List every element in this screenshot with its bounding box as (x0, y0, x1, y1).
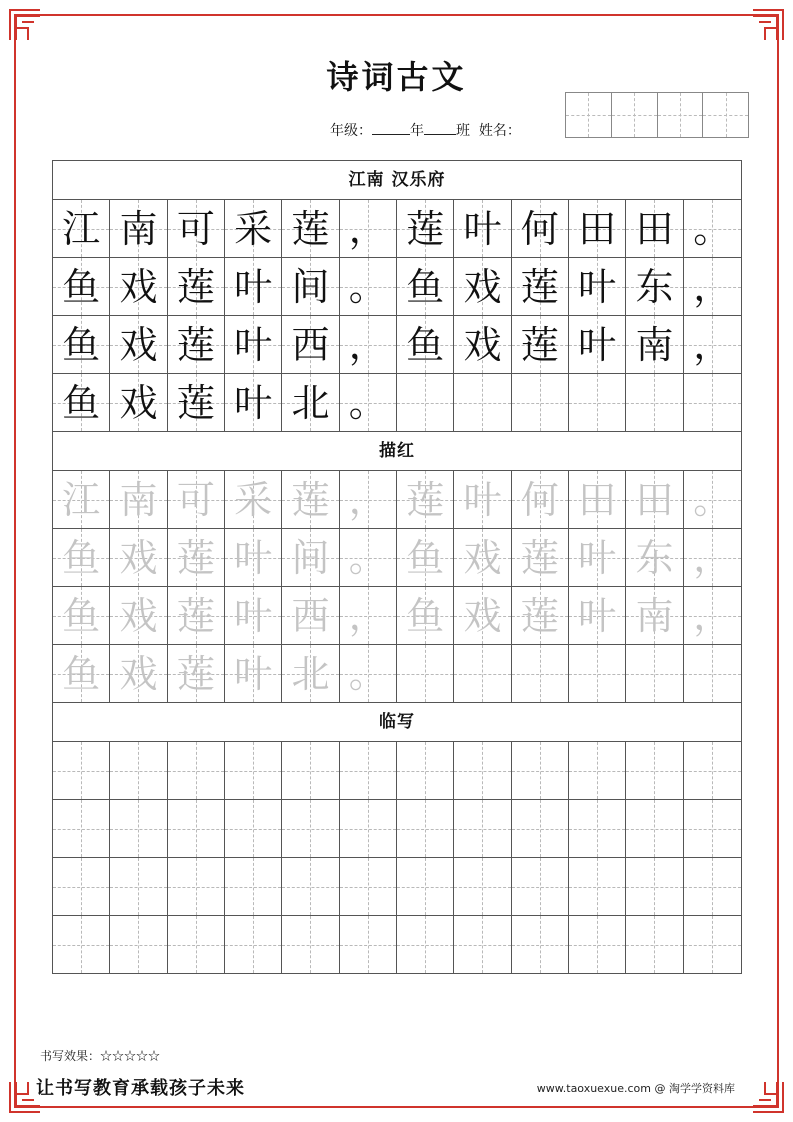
writing-cell[interactable] (168, 742, 225, 799)
character: ， (693, 322, 732, 367)
character: 戏 (119, 535, 158, 580)
writing-cell (282, 258, 339, 315)
writing-cell[interactable] (282, 916, 339, 973)
writing-cell (110, 316, 167, 373)
writing-cell[interactable] (684, 916, 741, 973)
copy-grid[interactable] (53, 742, 741, 973)
writing-cell (282, 200, 339, 257)
character: 南 (635, 322, 674, 367)
character: 叶 (234, 264, 273, 309)
character: 戏 (463, 322, 502, 367)
character: 鱼 (62, 593, 101, 638)
character: 鱼 (62, 535, 101, 580)
character: 鱼 (62, 264, 101, 309)
writing-cell[interactable] (626, 742, 683, 799)
writing-cell[interactable] (110, 471, 167, 528)
copy-heading: 临写 (53, 703, 741, 742)
writing-cell[interactable] (397, 916, 454, 973)
writing-cell (225, 316, 282, 373)
writing-cell[interactable] (340, 742, 397, 799)
writing-cell (53, 374, 110, 431)
writing-cell (569, 200, 626, 257)
writing-cell[interactable] (684, 858, 741, 915)
writing-cell (512, 258, 569, 315)
writing-cell[interactable] (110, 742, 167, 799)
character: 叶 (463, 477, 502, 522)
character: 。 (348, 264, 387, 309)
writing-cell[interactable] (626, 645, 683, 702)
character: ， (693, 264, 732, 309)
writing-cell[interactable] (454, 858, 511, 915)
character: 西 (291, 593, 330, 638)
writing-cell (454, 200, 511, 257)
writing-cell (168, 316, 225, 373)
writing-cell[interactable] (626, 529, 683, 586)
writing-cell[interactable] (569, 800, 626, 857)
writing-cell[interactable] (626, 800, 683, 857)
writing-cell[interactable] (340, 916, 397, 973)
writing-cell[interactable] (454, 742, 511, 799)
writing-cell[interactable] (569, 529, 626, 586)
writing-cell (168, 374, 225, 431)
writing-cell (684, 258, 741, 315)
writing-cell (53, 316, 110, 373)
writing-cell[interactable] (168, 645, 225, 702)
poem-heading: 江南 汉乐府 (53, 161, 741, 200)
character: 莲 (520, 535, 559, 580)
writing-cell[interactable] (168, 529, 225, 586)
character: 北 (291, 651, 330, 696)
writing-cell[interactable] (626, 587, 683, 644)
writing-cell[interactable] (512, 858, 569, 915)
character: 莲 (406, 477, 445, 522)
character: 叶 (578, 593, 617, 638)
writing-cell (340, 316, 397, 373)
writing-cell[interactable] (53, 471, 110, 528)
writing-cell[interactable] (684, 645, 741, 702)
writing-cell[interactable] (225, 916, 282, 973)
writing-cell[interactable] (626, 471, 683, 528)
character: ， (693, 593, 732, 638)
writing-cell[interactable] (282, 800, 339, 857)
footer-site: www.taoxuexue.com @ 淘学学资料库 (536, 1082, 735, 1095)
writing-cell[interactable] (168, 858, 225, 915)
character: 间 (291, 264, 330, 309)
writing-cell[interactable] (53, 587, 110, 644)
writing-cell[interactable] (282, 858, 339, 915)
writing-cell[interactable] (53, 742, 110, 799)
writing-cell[interactable] (512, 645, 569, 702)
grade-blank[interactable] (372, 122, 410, 135)
writing-cell[interactable] (340, 587, 397, 644)
class-blank[interactable] (424, 122, 456, 135)
writing-cell[interactable] (684, 529, 741, 586)
writing-cell[interactable] (397, 529, 454, 586)
writing-cell (53, 200, 110, 257)
writing-cell[interactable] (110, 858, 167, 915)
character: 叶 (578, 535, 617, 580)
writing-cell[interactable] (225, 645, 282, 702)
writing-cell (225, 258, 282, 315)
writing-cell[interactable] (110, 587, 167, 644)
writing-cell[interactable] (340, 529, 397, 586)
character: 戏 (119, 380, 158, 425)
name-box[interactable] (703, 93, 748, 137)
name-box[interactable] (612, 93, 658, 137)
grid-row (53, 374, 741, 432)
character: 江 (62, 206, 101, 251)
writing-cell (340, 200, 397, 257)
character: 叶 (234, 322, 273, 367)
year-label: 年 (410, 123, 424, 139)
writing-cell (684, 316, 741, 373)
character: 莲 (176, 593, 215, 638)
writing-cell[interactable] (225, 529, 282, 586)
writing-cell (225, 374, 282, 431)
character: 。 (348, 380, 387, 425)
writing-cell (512, 200, 569, 257)
writing-cell[interactable] (110, 645, 167, 702)
character: 田 (578, 206, 617, 251)
character: 鱼 (406, 322, 445, 367)
writing-cell[interactable] (340, 800, 397, 857)
writing-cell[interactable] (282, 587, 339, 644)
writing-cell[interactable] (225, 800, 282, 857)
writing-cell[interactable] (53, 645, 110, 702)
writing-cell (626, 258, 683, 315)
student-info (330, 120, 521, 140)
writing-cell (684, 200, 741, 257)
character: 莲 (176, 264, 215, 309)
character: 采 (234, 206, 273, 251)
character: 莲 (176, 380, 215, 425)
writing-cell[interactable] (53, 916, 110, 973)
writing-cell[interactable] (397, 800, 454, 857)
writing-cell[interactable] (168, 587, 225, 644)
character: ， (348, 593, 387, 638)
page-title: 诗词古文 (326, 58, 467, 96)
corner-ornament-top-right (751, 8, 785, 42)
writing-cell[interactable] (225, 742, 282, 799)
character: ， (348, 322, 387, 367)
character: 戏 (119, 322, 158, 367)
writing-cell (397, 200, 454, 257)
writing-cell (684, 374, 741, 431)
writing-cell (397, 258, 454, 315)
character: 采 (234, 477, 273, 522)
writing-cell[interactable] (454, 916, 511, 973)
writing-cell[interactable] (684, 471, 741, 528)
character: ， (693, 535, 732, 580)
grid-row (53, 800, 741, 858)
character: ， (348, 206, 387, 251)
writing-cell (454, 316, 511, 373)
writing-cell (569, 316, 626, 373)
name-box[interactable] (566, 93, 612, 137)
character: 鱼 (62, 380, 101, 425)
character: 戏 (463, 535, 502, 580)
character: 叶 (578, 322, 617, 367)
character: 田 (578, 477, 617, 522)
writing-cell[interactable] (110, 529, 167, 586)
character: ， (348, 477, 387, 522)
character: 。 (693, 477, 732, 522)
class-label: 班 (456, 123, 470, 139)
writing-cell[interactable] (684, 587, 741, 644)
writing-cell (340, 374, 397, 431)
character: 戏 (119, 593, 158, 638)
writing-cell (569, 374, 626, 431)
writing-cell[interactable] (684, 742, 741, 799)
writing-cell[interactable] (168, 800, 225, 857)
writing-cell (454, 374, 511, 431)
writing-cell[interactable] (282, 529, 339, 586)
character: 莲 (406, 206, 445, 251)
character: 戏 (119, 651, 158, 696)
character: 鱼 (406, 593, 445, 638)
writing-cell[interactable] (684, 800, 741, 857)
writing-cell (626, 200, 683, 257)
footer-slogan: 让书写教育承载孩子未来 (36, 1078, 245, 1099)
character: 叶 (234, 380, 273, 425)
grid-row (53, 316, 741, 374)
character: 。 (348, 535, 387, 580)
character: 西 (291, 322, 330, 367)
grid-row (53, 645, 741, 703)
character: 莲 (520, 322, 559, 367)
writing-cell[interactable] (168, 471, 225, 528)
writing-cell (53, 258, 110, 315)
character: 南 (119, 206, 158, 251)
trace-grid (53, 471, 741, 703)
writing-cell[interactable] (454, 645, 511, 702)
character: 鱼 (406, 264, 445, 309)
name-label: 姓名： (478, 123, 521, 139)
grade-label: 年级： (330, 123, 372, 139)
character: 叶 (463, 206, 502, 251)
writing-cell[interactable] (569, 471, 626, 528)
writing-cell[interactable] (512, 800, 569, 857)
name-writing-boxes[interactable] (565, 92, 749, 138)
character: 田 (635, 477, 674, 522)
character: 江 (62, 477, 101, 522)
writing-cell (282, 374, 339, 431)
writing-cell[interactable] (454, 471, 511, 528)
character: 鱼 (62, 322, 101, 367)
writing-cell[interactable] (282, 645, 339, 702)
writing-cell[interactable] (512, 471, 569, 528)
writing-cell[interactable] (397, 587, 454, 644)
character: 莲 (520, 264, 559, 309)
writing-cell[interactable] (569, 742, 626, 799)
writing-cell[interactable] (397, 645, 454, 702)
writing-cell (397, 374, 454, 431)
writing-cell[interactable] (110, 800, 167, 857)
writing-cell[interactable] (626, 916, 683, 973)
character: 叶 (234, 651, 273, 696)
character: 何 (520, 477, 559, 522)
character: 莲 (291, 477, 330, 522)
writing-cell[interactable] (397, 742, 454, 799)
character: 田 (635, 206, 674, 251)
writing-cell (110, 200, 167, 257)
character: 莲 (176, 651, 215, 696)
writing-cell[interactable] (225, 858, 282, 915)
character: 叶 (234, 593, 273, 638)
writing-cell (569, 258, 626, 315)
character: 北 (291, 380, 330, 425)
writing-cell[interactable] (340, 645, 397, 702)
writing-cell[interactable] (168, 916, 225, 973)
character: 。 (693, 206, 732, 251)
writing-cell (282, 316, 339, 373)
writing-cell[interactable] (626, 858, 683, 915)
writing-cell[interactable] (397, 858, 454, 915)
writing-cell[interactable] (225, 587, 282, 644)
writing-cell[interactable] (569, 858, 626, 915)
character: 东 (635, 535, 674, 580)
writing-cell[interactable] (397, 471, 454, 528)
corner-ornament-top-left (8, 8, 42, 42)
character: 南 (635, 593, 674, 638)
character: 莲 (520, 593, 559, 638)
writing-cell (168, 258, 225, 315)
grid-row (53, 471, 741, 529)
writing-cell (454, 258, 511, 315)
corner-ornament-bottom-right (751, 1080, 785, 1114)
writing-cell[interactable] (512, 529, 569, 586)
character: 可 (176, 477, 215, 522)
writing-cell[interactable] (512, 742, 569, 799)
writing-cell (110, 374, 167, 431)
writing-cell[interactable] (282, 742, 339, 799)
writing-cell (397, 316, 454, 373)
character: 南 (119, 477, 158, 522)
writing-cell[interactable] (340, 471, 397, 528)
character: 叶 (234, 535, 273, 580)
grid-row (53, 529, 741, 587)
writing-cell (626, 316, 683, 373)
grid-row (53, 258, 741, 316)
writing-cell (110, 258, 167, 315)
trace-heading: 描红 (53, 432, 741, 471)
writing-cell (168, 200, 225, 257)
grid-row (53, 587, 741, 645)
character: 莲 (176, 535, 215, 580)
character: 何 (520, 206, 559, 251)
character: 莲 (291, 206, 330, 251)
writing-cell (626, 374, 683, 431)
writing-cell[interactable] (512, 916, 569, 973)
character: 戏 (463, 593, 502, 638)
writing-cell[interactable] (569, 645, 626, 702)
character: 戏 (463, 264, 502, 309)
character: 间 (291, 535, 330, 580)
writing-cell[interactable] (454, 529, 511, 586)
writing-rating: 书写效果：☆☆☆☆☆ (40, 1049, 161, 1063)
character: 鱼 (62, 651, 101, 696)
writing-cell (225, 200, 282, 257)
poem-grid (53, 200, 741, 432)
writing-cell[interactable] (454, 800, 511, 857)
writing-cell[interactable] (225, 471, 282, 528)
writing-cell[interactable] (110, 916, 167, 973)
name-box[interactable] (658, 93, 704, 137)
character: 东 (635, 264, 674, 309)
writing-cell (512, 316, 569, 373)
writing-cell[interactable] (53, 529, 110, 586)
grid-row (53, 742, 741, 800)
writing-cell (512, 374, 569, 431)
character: 叶 (578, 264, 617, 309)
grid-row (53, 916, 741, 973)
grid-row (53, 858, 741, 916)
writing-cell[interactable] (282, 471, 339, 528)
writing-cell[interactable] (340, 858, 397, 915)
writing-cell[interactable] (569, 916, 626, 973)
writing-cell[interactable] (454, 587, 511, 644)
writing-cell[interactable] (512, 587, 569, 644)
character: 可 (176, 206, 215, 251)
writing-cell[interactable] (569, 587, 626, 644)
writing-cell[interactable] (53, 800, 110, 857)
writing-cell[interactable] (53, 858, 110, 915)
grid-row (53, 200, 741, 258)
practice-sheet (52, 160, 742, 974)
character: 。 (348, 651, 387, 696)
character: 鱼 (406, 535, 445, 580)
writing-cell (340, 258, 397, 315)
character: 戏 (119, 264, 158, 309)
character: 莲 (176, 322, 215, 367)
